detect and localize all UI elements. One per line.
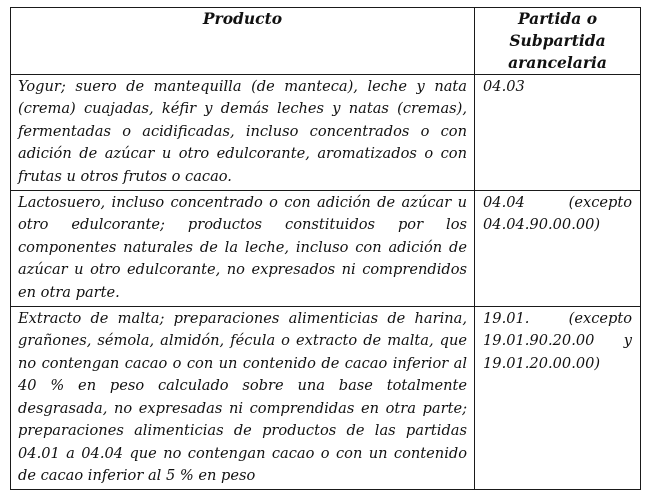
product-description: Extracto de malta; preparaciones alimenticias de harina, grañones, sémola, almidón, fécula o extracto de malta, que no contengan cacao o con un contenido de cacao inferior al 40 % en peso calculado sobre una base totalmente desgrasada, no expresadas ni comprendidas en otra parte; preparaciones alimenticias de productos de las partidas 04.01 a 04.04 que no contengan cacao o con un contenido de cacao inferior al 5 % en peso xyxy=(11,307,475,490)
table-header-row xyxy=(11,8,641,75)
product-description: Yogur; suero de mantequilla (de manteca), leche y nata (crema) cuajadas, kéfir y demás leches y natas (cremas), fermentadas o acidificadas, incluso concentrados o con adición de azúcar u otro edulcorante, aromatizados o con frutas u otros frutos o cacao. xyxy=(11,75,475,191)
header-heading xyxy=(475,8,641,75)
table-row xyxy=(11,307,641,490)
tariff-heading: 04.04 (excepto 04.04.90.00.00) xyxy=(475,191,641,307)
product-description: Lactosuero, incluso concentrado o con adición de azúcar u otro edulcorante; productos constituidos por los componentes naturales de la leche, incluso con adición de azúcar u otro edulcorante, no expresados ni comprendidos en otra parte. xyxy=(11,191,475,307)
tariff-heading: 04.03 xyxy=(475,75,641,191)
table-row xyxy=(11,75,641,191)
tariff-heading: 19.01. (excepto 19.01.90.20.00 y 19.01.20.00.00) xyxy=(475,307,641,490)
header-heading-line: arancelaria xyxy=(508,53,607,72)
header-heading-line: Partida o xyxy=(517,9,598,28)
tariff-table xyxy=(10,7,641,490)
header-heading-line: Subpartida xyxy=(509,31,606,50)
table-row xyxy=(11,191,641,307)
header-product: Producto xyxy=(11,8,475,75)
